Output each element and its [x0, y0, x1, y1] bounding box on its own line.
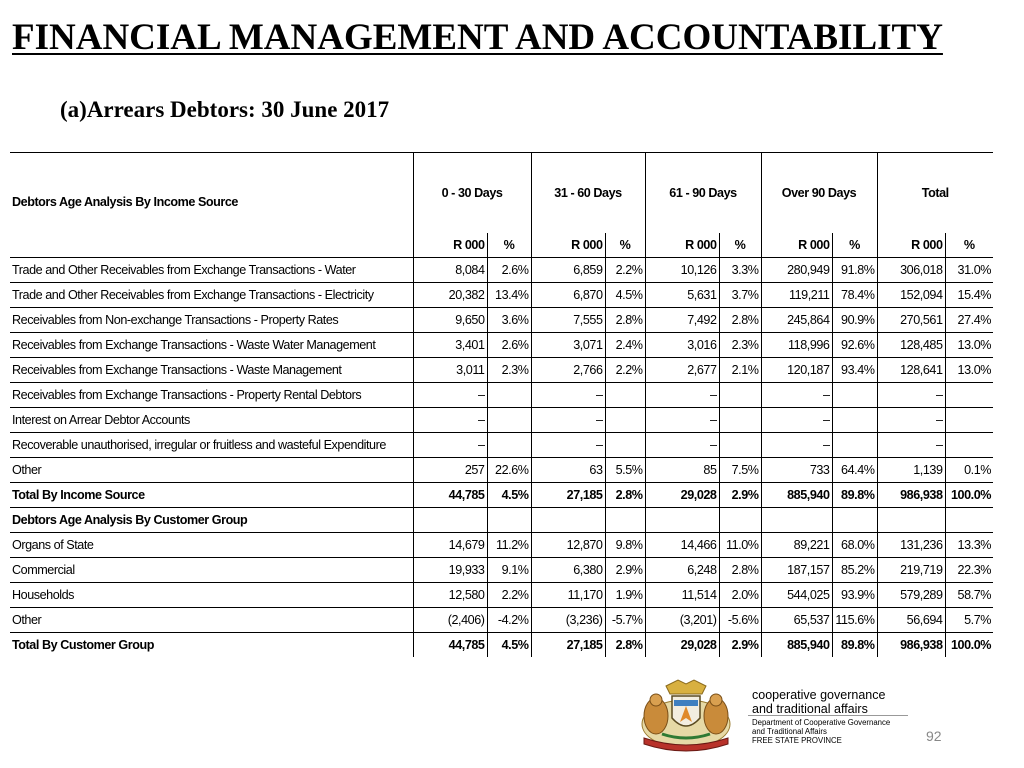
subheader-amount: R 000	[645, 233, 719, 258]
row-label: Receivables from Exchange Transactions - Waste Management	[10, 358, 413, 383]
table-row	[10, 333, 993, 358]
percent-cell	[605, 508, 645, 533]
department-line3: FREE STATE PROVINCE	[752, 736, 842, 745]
percent-cell: 2.2%	[605, 358, 645, 383]
amount-cell: 152,094	[877, 283, 945, 308]
amount-cell	[877, 508, 945, 533]
row-label: Interest on Arrear Debtor Accounts	[10, 408, 413, 433]
amount-cell: 12,580	[413, 583, 487, 608]
amount-cell: (2,406)	[413, 608, 487, 633]
percent-cell	[719, 508, 761, 533]
amount-cell	[645, 508, 719, 533]
amount-cell: 85	[645, 458, 719, 483]
table-row	[10, 358, 993, 383]
percent-cell	[945, 383, 993, 408]
subheader-percent: %	[832, 233, 877, 258]
header-group-61-90: 61 - 90 Days	[645, 153, 761, 234]
percent-cell	[487, 433, 531, 458]
amount-cell: (3,236)	[531, 608, 605, 633]
amount-cell: 118,996	[761, 333, 832, 358]
percent-cell: 3.6%	[487, 308, 531, 333]
percent-cell	[945, 408, 993, 433]
amount-cell: 3,016	[645, 333, 719, 358]
percent-cell: 2.2%	[487, 583, 531, 608]
table-subheader-row	[10, 233, 993, 258]
page-subtitle: (a)Arrears Debtors: 30 June 2017	[60, 97, 390, 122]
table-row	[10, 483, 993, 508]
table-row	[10, 308, 993, 333]
percent-cell: 2.0%	[719, 583, 761, 608]
percent-cell: 9.8%	[605, 533, 645, 558]
department-name	[752, 718, 890, 745]
amount-cell: 29,028	[645, 633, 719, 658]
subheader-amount: R 000	[531, 233, 605, 258]
department-line1: Department of Cooperative Governance	[752, 718, 891, 727]
amount-cell: 9,650	[413, 308, 487, 333]
header-group-0-30: 0 - 30 Days	[413, 153, 531, 234]
table-row	[10, 608, 993, 633]
debtors-age-table	[10, 152, 993, 657]
amount-cell: 11,170	[531, 583, 605, 608]
percent-cell: 91.8%	[832, 258, 877, 283]
header-group-over-90: Over 90 Days	[761, 153, 877, 234]
amount-cell: 885,940	[761, 633, 832, 658]
percent-cell: 90.9%	[832, 308, 877, 333]
percent-cell	[605, 383, 645, 408]
percent-cell: 11.2%	[487, 533, 531, 558]
percent-cell: 3.7%	[719, 283, 761, 308]
page-number: 92	[926, 728, 942, 744]
amount-cell: 63	[531, 458, 605, 483]
amount-cell: 7,492	[645, 308, 719, 333]
percent-cell: 2.8%	[605, 308, 645, 333]
percent-cell: 4.5%	[487, 633, 531, 658]
amount-cell: 544,025	[761, 583, 832, 608]
percent-cell	[605, 408, 645, 433]
percent-cell: 2.6%	[487, 258, 531, 283]
header-income-source: Debtors Age Analysis By Income Source	[10, 153, 413, 234]
org-name-line2: and traditional affairs	[752, 702, 868, 716]
percent-cell: 31.0%	[945, 258, 993, 283]
row-label: Organs of State	[10, 533, 413, 558]
percent-cell: -5.6%	[719, 608, 761, 633]
percent-cell	[832, 508, 877, 533]
row-label: Debtors Age Analysis By Customer Group	[10, 508, 413, 533]
subheader-amount: R 000	[877, 233, 945, 258]
percent-cell: 13.4%	[487, 283, 531, 308]
subheader-percent: %	[487, 233, 531, 258]
percent-cell: 0.1%	[945, 458, 993, 483]
coat-of-arms-icon	[632, 672, 740, 756]
amount-cell: 219,719	[877, 558, 945, 583]
percent-cell: 2.4%	[605, 333, 645, 358]
table-row	[10, 283, 993, 308]
table-row	[10, 258, 993, 283]
percent-cell: 2.8%	[719, 558, 761, 583]
percent-cell: 11.0%	[719, 533, 761, 558]
percent-cell	[719, 383, 761, 408]
percent-cell: 13.3%	[945, 533, 993, 558]
amount-cell: –	[531, 383, 605, 408]
amount-cell: –	[761, 408, 832, 433]
page-title: FINANCIAL MANAGEMENT AND ACCOUNTABILITY	[12, 17, 943, 58]
amount-cell	[413, 508, 487, 533]
percent-cell: 89.8%	[832, 483, 877, 508]
table-row	[10, 533, 993, 558]
amount-cell: 5,631	[645, 283, 719, 308]
table-header-row	[10, 153, 993, 234]
amount-cell: –	[761, 383, 832, 408]
percent-cell: 27.4%	[945, 308, 993, 333]
amount-cell: 44,785	[413, 633, 487, 658]
percent-cell: 3.3%	[719, 258, 761, 283]
percent-cell: 15.4%	[945, 283, 993, 308]
percent-cell: 7.5%	[719, 458, 761, 483]
subheader-percent: %	[945, 233, 993, 258]
percent-cell: 115.6%	[832, 608, 877, 633]
amount-cell: 187,157	[761, 558, 832, 583]
amount-cell: 733	[761, 458, 832, 483]
percent-cell	[832, 433, 877, 458]
amount-cell: 131,236	[877, 533, 945, 558]
amount-cell: 885,940	[761, 483, 832, 508]
amount-cell: –	[645, 433, 719, 458]
percent-cell: 2.8%	[719, 308, 761, 333]
row-label: Other	[10, 608, 413, 633]
amount-cell: 3,071	[531, 333, 605, 358]
percent-cell: 2.2%	[605, 258, 645, 283]
percent-cell: 2.9%	[719, 483, 761, 508]
row-label: Receivables from Non-exchange Transactions - Property Rates	[10, 308, 413, 333]
amount-cell: 245,864	[761, 308, 832, 333]
percent-cell: -5.7%	[605, 608, 645, 633]
amount-cell: –	[877, 408, 945, 433]
amount-cell: 2,677	[645, 358, 719, 383]
table-row	[10, 383, 993, 408]
amount-cell	[531, 508, 605, 533]
subheader-blank	[10, 233, 413, 258]
percent-cell: 92.6%	[832, 333, 877, 358]
amount-cell: –	[413, 383, 487, 408]
amount-cell: 119,211	[761, 283, 832, 308]
amount-cell: 280,949	[761, 258, 832, 283]
amount-cell: 8,084	[413, 258, 487, 283]
percent-cell: 93.4%	[832, 358, 877, 383]
percent-cell: 4.5%	[605, 283, 645, 308]
percent-cell: 89.8%	[832, 633, 877, 658]
row-label: Receivables from Exchange Transactions - Waste Water Management	[10, 333, 413, 358]
percent-cell: 2.8%	[605, 483, 645, 508]
amount-cell: –	[645, 408, 719, 433]
percent-cell	[487, 508, 531, 533]
amount-cell: 20,382	[413, 283, 487, 308]
percent-cell: 13.0%	[945, 333, 993, 358]
amount-cell: 257	[413, 458, 487, 483]
percent-cell: 2.6%	[487, 333, 531, 358]
amount-cell: –	[531, 433, 605, 458]
footer-divider	[748, 715, 908, 716]
amount-cell: 986,938	[877, 633, 945, 658]
row-label: Trade and Other Receivables from Exchange Transactions - Electricity	[10, 283, 413, 308]
percent-cell: 22.3%	[945, 558, 993, 583]
amount-cell: 128,485	[877, 333, 945, 358]
amount-cell: 120,187	[761, 358, 832, 383]
subheader-percent: %	[719, 233, 761, 258]
row-label: Total By Income Source	[10, 483, 413, 508]
percent-cell: 13.0%	[945, 358, 993, 383]
amount-cell: 27,185	[531, 483, 605, 508]
subheader-amount: R 000	[413, 233, 487, 258]
table-row	[10, 458, 993, 483]
amount-cell: 27,185	[531, 633, 605, 658]
percent-cell: 2.3%	[487, 358, 531, 383]
percent-cell: 2.8%	[605, 633, 645, 658]
percent-cell: 5.5%	[605, 458, 645, 483]
amount-cell: 7,555	[531, 308, 605, 333]
percent-cell: 2.9%	[719, 633, 761, 658]
percent-cell: 93.9%	[832, 583, 877, 608]
percent-cell: 2.1%	[719, 358, 761, 383]
amount-cell: 12,870	[531, 533, 605, 558]
amount-cell: 3,401	[413, 333, 487, 358]
percent-cell: 100.0%	[950, 638, 991, 652]
amount-cell: 65,537	[761, 608, 832, 633]
amount-cell: 14,679	[413, 533, 487, 558]
row-label: Receivables from Exchange Transactions - Property Rental Debtors	[10, 383, 413, 408]
amount-cell: 1,139	[877, 458, 945, 483]
amount-cell: 56,694	[877, 608, 945, 633]
amount-cell	[761, 508, 832, 533]
percent-cell	[719, 433, 761, 458]
amount-cell: 6,870	[531, 283, 605, 308]
amount-cell: 44,785	[413, 483, 487, 508]
header-group-31-60: 31 - 60 Days	[531, 153, 645, 234]
table-row	[10, 508, 993, 533]
percent-cell	[945, 508, 993, 533]
amount-cell: –	[645, 383, 719, 408]
org-name-line1: cooperative governance	[752, 688, 886, 702]
percent-cell	[832, 408, 877, 433]
amount-cell: –	[413, 408, 487, 433]
amount-cell: –	[413, 433, 487, 458]
table-row	[10, 583, 993, 608]
amount-cell: 579,289	[877, 583, 945, 608]
header-group-total: Total	[877, 153, 993, 234]
amount-cell: –	[877, 383, 945, 408]
table-row	[10, 633, 993, 658]
amount-cell: 270,561	[877, 308, 945, 333]
department-line2: and Traditional Affairs	[752, 727, 827, 736]
row-label: Recoverable unauthorised, irregular or fruitless and wasteful Expenditure	[10, 433, 413, 458]
row-label: Total By Customer Group	[10, 633, 413, 658]
amount-cell: 14,466	[645, 533, 719, 558]
percent-cell: 2.9%	[605, 558, 645, 583]
row-label: Trade and Other Receivables from Exchange Transactions - Water	[10, 258, 413, 283]
amount-cell: 19,933	[413, 558, 487, 583]
percent-cell	[487, 383, 531, 408]
table-row	[10, 558, 993, 583]
percent-cell: 5.7%	[945, 608, 993, 633]
subheader-percent: %	[605, 233, 645, 258]
percent-cell: 85.2%	[832, 558, 877, 583]
percent-cell: 78.4%	[832, 283, 877, 308]
amount-cell: 6,248	[645, 558, 719, 583]
percent-cell	[719, 408, 761, 433]
amount-cell: –	[761, 433, 832, 458]
percent-cell: 68.0%	[832, 533, 877, 558]
row-label: Households	[10, 583, 413, 608]
subheader-amount: R 000	[761, 233, 832, 258]
row-label: Other	[10, 458, 413, 483]
percent-cell	[945, 433, 993, 458]
percent-cell: 1.9%	[605, 583, 645, 608]
percent-cell: -4.2%	[487, 608, 531, 633]
org-name	[752, 688, 885, 716]
table-row	[10, 408, 993, 433]
percent-cell	[487, 408, 531, 433]
percent-cell: 100.0%	[945, 483, 993, 508]
percent-cell: 58.7%	[945, 583, 993, 608]
amount-cell: 89,221	[761, 533, 832, 558]
percent-cell: 2.3%	[719, 333, 761, 358]
amount-cell: 11,514	[645, 583, 719, 608]
amount-cell: –	[877, 433, 945, 458]
percent-cell: 22.6%	[487, 458, 531, 483]
amount-cell: 3,011	[413, 358, 487, 383]
amount-cell: 10,126	[645, 258, 719, 283]
amount-cell: –	[531, 408, 605, 433]
amount-cell: 6,859	[531, 258, 605, 283]
row-label: Commercial	[10, 558, 413, 583]
percent-cell	[832, 383, 877, 408]
percent-cell: 4.5%	[487, 483, 531, 508]
amount-cell: 306,018	[877, 258, 945, 283]
amount-cell: 128,641	[877, 358, 945, 383]
amount-cell: 29,028	[645, 483, 719, 508]
table-row	[10, 433, 993, 458]
percent-cell: 9.1%	[487, 558, 531, 583]
amount-cell: 6,380	[531, 558, 605, 583]
amount-cell: 986,938	[877, 483, 945, 508]
amount-cell: 2,766	[531, 358, 605, 383]
percent-cell: 64.4%	[832, 458, 877, 483]
amount-cell: (3,201)	[645, 608, 719, 633]
percent-cell	[605, 433, 645, 458]
